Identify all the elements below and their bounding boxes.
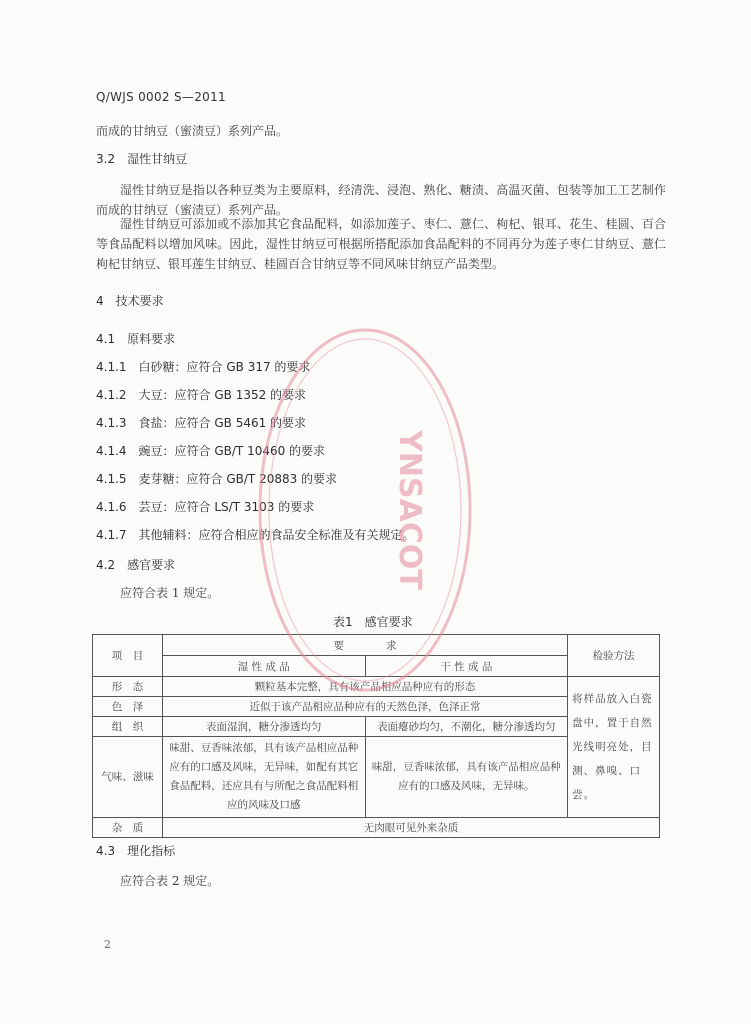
section-4-3-text: 应符合表 2 规定。 [120, 874, 220, 888]
header-item: 项 目 [93, 635, 163, 677]
table-row [93, 677, 660, 697]
material-item: 4.1.6 芸豆：应符合 LS/T 3103 的要求 [96, 500, 315, 514]
taste-dry: 味甜，豆香味浓郁，具有该产品相应品种应有的口感及风味，无异味。 [365, 737, 568, 818]
texture-dry: 表面瘪砂均匀，不潮化，糖分渗透均匀 [365, 717, 568, 737]
material-item: 4.1.4 豌豆：应符合 GB/T 10460 的要求 [96, 444, 326, 458]
section-4-1-title: 4.1 原料要求 [96, 332, 176, 346]
header-wet-product: 湿 性 成 品 [162, 656, 365, 677]
section-3-2-title: 3.2 湿性甘纳豆 [96, 152, 188, 166]
section-4-title: 4 技术要求 [96, 294, 164, 308]
row-label-impurity: 杂 质 [93, 818, 163, 838]
section-3-2-para2: 湿性甘纳豆可添加或不添加其它食品配料，如添加莲子、枣仁、薏仁、枸杞、银耳、花生、桂圆、百合等食品配料以增加风味。因此，湿性甘纳豆可根据所搭配添加食品配料的不同再分为莲子枣仁甘纳豆、薏仁枸杞甘纳豆、银耳莲生甘纳豆、桂圆百合甘纳豆等不同风味甘纳豆产品类型。 [96, 217, 666, 271]
material-item: 4.1.7 其他辅料：应符合相应的食品安全标准及有关规定。 [96, 528, 415, 542]
standard-code: Q/WJS 0002 S—2011 [96, 90, 226, 104]
row-label-texture: 组 织 [93, 717, 163, 737]
material-item: 4.1.3 食盐：应符合 GB 5461 的要求 [96, 416, 307, 430]
material-item: 4.1.2 大豆：应符合 GB 1352 的要求 [96, 388, 307, 402]
material-item: 4.1.1 白砂糖：应符合 GB 317 的要求 [96, 360, 311, 374]
header-test-method: 检验方法 [568, 635, 660, 677]
color-requirement: 近似于该产品相应品种应有的天然色泽，色泽正常 [162, 697, 567, 717]
row-label-shape: 形 态 [93, 677, 163, 697]
taste-wet: 味甜、豆香味浓郁，具有该产品相应品种应有的口感及风味，无异味，如配有其它食品配料，还应具有与所配之食品配料相应的风味及口感 [162, 737, 365, 818]
material-item: 4.1.5 麦芽糖：应符合 GB/T 20883 的要求 [96, 472, 338, 486]
impurity-requirement: 无肉眼可见外来杂质 [162, 818, 659, 838]
test-method-text: 将样品放入白瓷盘中，置于自然光线明亮处，目测、鼻嗅、口尝。 [568, 677, 660, 818]
row-label-color: 色 泽 [93, 697, 163, 717]
section-3-2-para1: 湿性甘纳豆是指以各种豆类为主要原料，经清洗、浸泡、熟化、糖渍、高温灭菌、包装等加工工艺制作而成的甘纳豆（蜜渍豆）系列产品。 [96, 183, 666, 217]
section-4-3-title: 4.3 理化指标 [96, 844, 176, 858]
header-dry-product: 干 性 成 品 [365, 656, 568, 677]
page-number: 2 [104, 938, 111, 951]
intro-line: 而成的甘纳豆（蜜渍豆）系列产品。 [96, 124, 289, 138]
section-4-2-text: 应符合表 1 规定。 [120, 586, 220, 600]
texture-wet: 表面湿润，糖分渗透均匀 [162, 717, 365, 737]
table-row [93, 818, 660, 838]
shape-requirement: 颗粒基本完整，具有该产品相应品种应有的形态 [162, 677, 567, 697]
section-4-2-title: 4.2 感官要求 [96, 558, 176, 572]
seal-text: YNSACOT [392, 430, 427, 590]
header-requirement: 要 求 [162, 635, 567, 656]
row-label-taste: 气味、滋味 [93, 737, 163, 818]
sensory-requirements-table [92, 634, 660, 838]
table-1-caption: 表1 感官要求 [333, 615, 413, 629]
